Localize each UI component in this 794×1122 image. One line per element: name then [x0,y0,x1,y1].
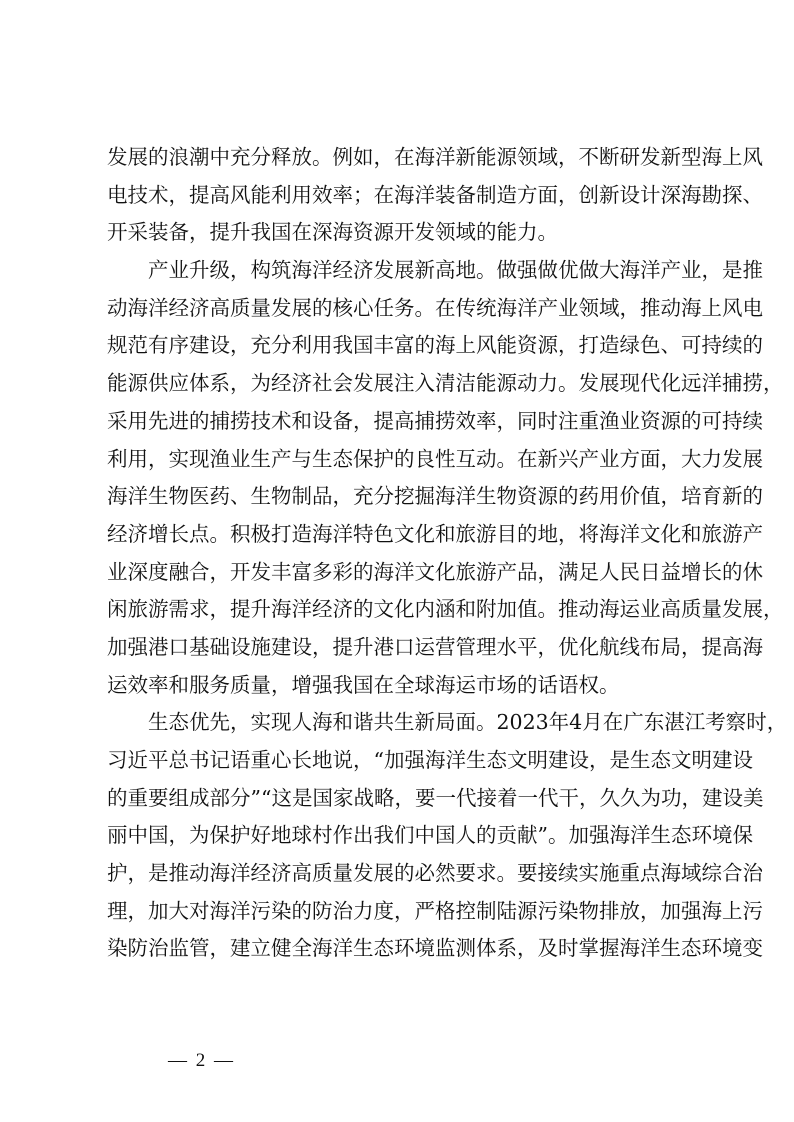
text-line: 加强港口基础设施建设，提升港口运营管理水平，优化航线布局，提高海 [107,634,763,659]
text-line: 理，加大对海洋污染的防治力度，严格控制陆源污染物排放，加强海上污 [107,898,763,923]
text-line: 规范有序建设，充分利用我国丰富的海上风能资源，打造绿色、可持续的 [107,333,763,358]
text-line: 发展的浪潮中充分释放。例如，在海洋新能源领域，不断研发新型海上风 [107,145,763,169]
text-line: 护，是推动海洋经济高质量发展的必然要求。要接续实施重点海域综合治 [107,861,763,886]
paragraph [107,139,763,252]
text-line: 采用先进的捕捞技术和设备，提高捕捞效率，同时注重渔业资源的可持续 [107,408,763,433]
text-line: 丽中国，为保护好地球村作出我们中国人的贡献”。加强海洋生态环境保 [107,823,753,848]
paragraph [107,252,784,704]
page-number: — 2 — [168,1050,235,1071]
text-line: 动海洋经济高质量发展的核心任务。在传统海洋产业领域，推动海上风电 [107,295,763,320]
document-body [107,139,788,968]
text-line: 生态优先，实现人海和谐共生新局面。2023年4月在广东湛江考察时， [148,710,788,735]
text-line: 闲旅游需求，提升海洋经济的文化内涵和附加值。推动海运业高质量发展， [107,597,784,622]
text-line: 开采装备，提升我国在深海资源开发领域的能力。 [107,220,558,245]
text-line: 运效率和服务质量，增强我国在全球海运市场的话语权。 [107,672,620,697]
text-line: 能源供应体系，为经济社会发展注入清洁能源动力。发展现代化远洋捕捞， [107,371,784,396]
text-line: 海洋生物医药、生物制品，充分挖掘海洋生物资源的药用价值，培育新的 [107,484,763,509]
paragraph [107,704,788,968]
text-line: 业深度融合，开发丰富多彩的海洋文化旅游产品，满足人民日益增长的休 [107,559,763,584]
text-line: 的重要组成部分”“这是国家战略，要一代接着一代干，久久为功，建设美 [107,785,764,810]
text-line: 经济增长点。积极打造海洋特色文化和旅游目的地，将海洋文化和旅游产 [107,521,763,546]
text-line: 利用，实现渔业生产与生态保护的良性互动。在新兴产业方面，大力发展 [107,446,763,471]
text-line: 电技术，提高风能利用效率；在海洋装备制造方面，创新设计深海勘探、 [107,182,763,207]
text-line: 产业升级，构筑海洋经济发展新高地。做强做优做大海洋产业，是推 [148,258,763,283]
text-line: 习近平总书记语重心长地说，“加强海洋生态文明建设，是生态文明建设 [107,748,753,772]
text-line: 染防治监管，建立健全海洋生态环境监测体系，及时掌握海洋生态环境变 [107,936,763,961]
